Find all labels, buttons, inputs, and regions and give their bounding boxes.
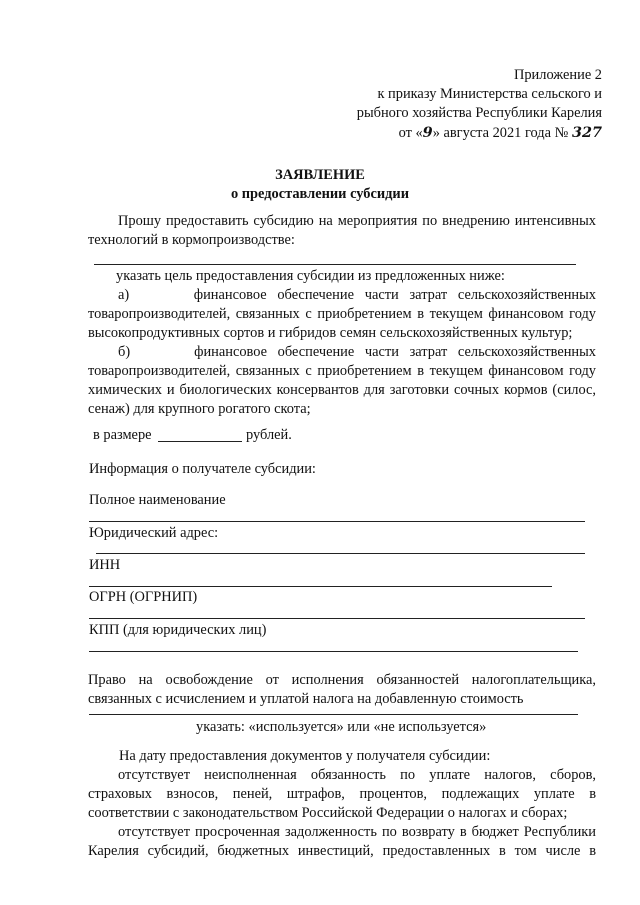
kpp-line[interactable]: [89, 651, 578, 652]
appendix-line-2: к приказу Министерства сельского и: [377, 86, 602, 102]
amount-unit: рублей.: [246, 427, 292, 443]
condition-item-1: отсутствует неисполненная обязанность по уплате налогов, сборов, страховых взносов, пеней, штрафов, процентов, подлежащих уплате в соответствии с законодательством Российской Федерации о налогах и сборах;: [88, 767, 596, 821]
full-name-label: Полное наименование: [89, 492, 226, 508]
full-name-line[interactable]: [89, 521, 585, 522]
recipient-info-heading: Информация о получателе субсидии:: [89, 461, 316, 477]
inn-label: ИНН: [89, 557, 121, 573]
purpose-blank-line[interactable]: [94, 264, 576, 265]
document-title: ЗАЯВЛЕНИЕ: [275, 167, 365, 183]
vat-right-paragraph: Право на освобождение от исполнения обязанностей налогоплательщика, связанных с исчислением и уплатой налога на добавленную стоимость: [88, 672, 596, 707]
conditions-intro: На дату предоставления документов у получателя субсидии:: [119, 748, 491, 764]
inn-line[interactable]: [89, 586, 552, 587]
document-subtitle: о предоставлении субсидии: [230, 186, 410, 202]
appendix-line-1: Приложение 2: [513, 67, 602, 83]
amount-blank-line[interactable]: [158, 441, 242, 442]
vat-status-line[interactable]: [89, 714, 578, 715]
kpp-label: КПП (для юридических лиц): [89, 622, 267, 638]
option-a: а) финансовое обеспечение части затрат сельскохозяйственных товаропроизводителей, связанных с приобретением в текущем финансовом году высокопродуктивных сортов и гибридов семян сельскохозяйственных культур;: [88, 287, 596, 341]
ogrn-label: ОГРН (ОГРНИП): [89, 589, 198, 605]
appendix-line-4: [357, 123, 602, 143]
ogrn-line[interactable]: [89, 618, 585, 619]
order-day: 9: [422, 124, 433, 141]
order-date-prefix: от «: [398, 125, 423, 141]
purpose-hint: указать цель предоставления субсидии из предложенных ниже:: [116, 268, 505, 284]
appendix-header: [357, 66, 602, 143]
order-number: 327: [571, 124, 602, 141]
condition-item-2: отсутствует просроченная задолженность по возврату в бюджет Республики Карелия субсидий, бюджетных инвестиций, предоставленных в том числе в: [88, 824, 596, 859]
legal-address-label: Юридический адрес:: [89, 525, 219, 541]
amount-label: в размере: [93, 427, 152, 443]
option-b: б) финансовое обеспечение части затрат сельскохозяйственных товаропроизводителей, связанных с приобретением в текущем финансовом году химических и биологических консервантов для заготовки сочных кормов (силос, сенаж) для крупного рогатого скота;: [88, 344, 596, 417]
appendix-line-3: рыбного хозяйства Республики Карелия: [356, 105, 602, 121]
intro-paragraph: Прошу предоставить субсидию на мероприятия по внедрению интенсивных технологий в кормопроизводстве:: [88, 213, 596, 248]
legal-address-line[interactable]: [96, 553, 585, 554]
order-date-mid: » августа 2021 года №: [432, 125, 569, 141]
vat-hint: указать: «используется» или «не используется»: [196, 719, 487, 735]
